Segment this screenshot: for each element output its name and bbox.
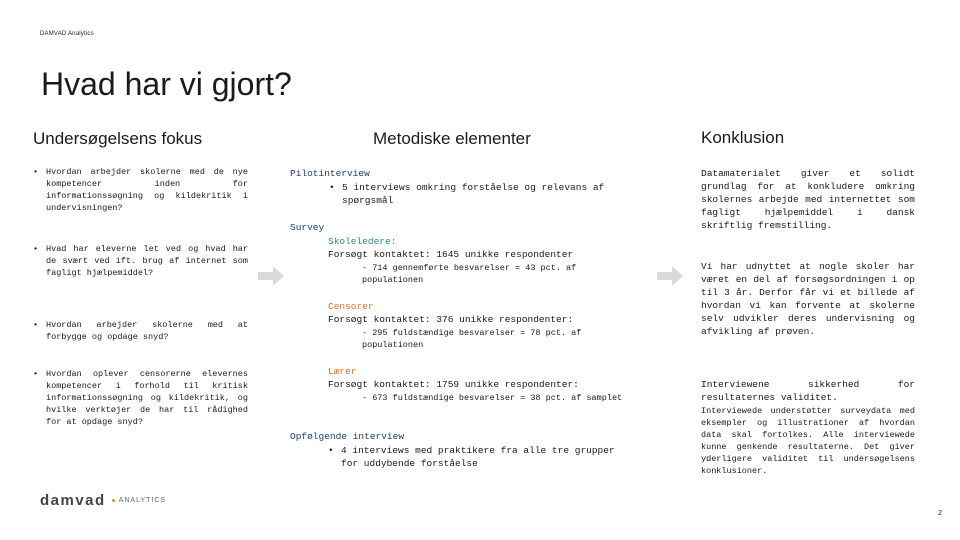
bullet-icon: • — [33, 369, 39, 379]
bullet-icon: • — [328, 445, 334, 456]
page-title: Hvad har vi gjort? — [41, 66, 292, 102]
logo-sub: ANALYTICS — [118, 497, 167, 504]
censors-detail: - 295 fuldstændige besvarelser = 78 pct. af populationen — [362, 328, 582, 350]
teachers-title: Lærer — [328, 366, 357, 377]
list-item — [33, 319, 248, 343]
pilot-text: 5 interviews omkring forståelse og relevans af spørgsmål — [342, 182, 605, 206]
list-item — [33, 368, 248, 428]
arrow-right-icon — [657, 266, 683, 286]
methods-heading: Metodiske elementer — [373, 129, 531, 148]
pilot-item — [329, 181, 629, 207]
school-leaders-detail: - 714 gennemførte besvarelser = 43 pct. af populationen — [362, 263, 577, 285]
pilot-title: Pilotinterview — [290, 168, 370, 179]
conclusion-paragraph-1: Datamaterialet giver et solidt grundlag for at konkludere omkring skolernes arbejde med internettet som fagligt hjælpemiddel i dansk skriftlig fremstilling. — [701, 168, 915, 231]
censors-contact: Forsøgt kontaktet: 376 unikke respondenter: — [328, 314, 574, 325]
school-leaders-contact: Forsøgt kontaktet: 1645 unikke respondenter — [328, 249, 574, 260]
header-small-title: DAMVAD Analytics — [40, 31, 94, 37]
bullet-icon: • — [33, 244, 39, 254]
censors-title: Censorer — [328, 301, 374, 312]
bullet-icon: • — [33, 320, 39, 330]
followup-title: Opfølgende interview — [290, 431, 405, 442]
list-item — [33, 243, 248, 279]
conclusion-paragraph-3: Interviewene sikkerhed for resultaternes validitet. — [701, 379, 915, 403]
teachers-detail: - 673 fuldstændige besvarelser = 38 pct. af samplet — [362, 393, 623, 403]
focus-bullet-text: Hvordan oplever censorerne elevernes kompetencer i forhold til kritisk informationssøgning og kildekritik, og hvilke verktøjer de har til rådighed for at opdage snyd? — [46, 369, 248, 427]
list-item — [33, 166, 248, 214]
focus-heading: Undersøgelsens fokus — [33, 129, 203, 148]
conclusion-paragraph-2: Vi har udnyttet at nogle skoler har været en del af forsøgsordningen i op til 3 år. Derfor får vi et billede af hvordan vi kan forvente at skolerne selv udvikler deres undervisning og afvikling af prøven. — [701, 261, 915, 337]
arrow-right-icon — [258, 266, 284, 286]
focus-bullet-text: Hvordan arbejder skolerne med at forbygge og opdage snyd? — [46, 320, 248, 342]
page-number: 2 — [938, 510, 942, 517]
focus-bullet-text: Hvordan arbejder skolerne med de nye kompetencer inden for informationssøgning og kildekritik i undervisningen? — [46, 167, 248, 213]
school-leaders-title: Skoleledere: — [328, 236, 397, 247]
focus-bullet-text: Hvad har eleverne let ved og hvad har de svært ved ift. brug af internet som fagligt hjælpemiddel? — [46, 244, 248, 278]
conclusion-paragraph-4: Interviewede understøtter surveydata med eksempler og illustrationer af hvordan data skal fortolkes. Alle interviewede kunne genkende resultaterne. Det giver yderligere validitet til undersøgelsens konklusioner. — [701, 406, 915, 476]
damvad-logo — [40, 492, 166, 509]
teachers-contact: Forsøgt kontaktet: 1759 unikke respondenter: — [328, 379, 579, 390]
followup-item — [328, 444, 628, 470]
logo-dot-icon — [112, 499, 115, 502]
bullet-icon: • — [33, 167, 39, 177]
logo-word: damvad — [40, 492, 106, 509]
followup-text: 4 interviews med praktikere fra alle tre grupper for uddybende forståelse — [341, 445, 615, 469]
bullet-icon: • — [329, 182, 335, 193]
survey-title: Survey — [290, 222, 325, 233]
conclusion-heading: Konklusion — [701, 128, 785, 147]
